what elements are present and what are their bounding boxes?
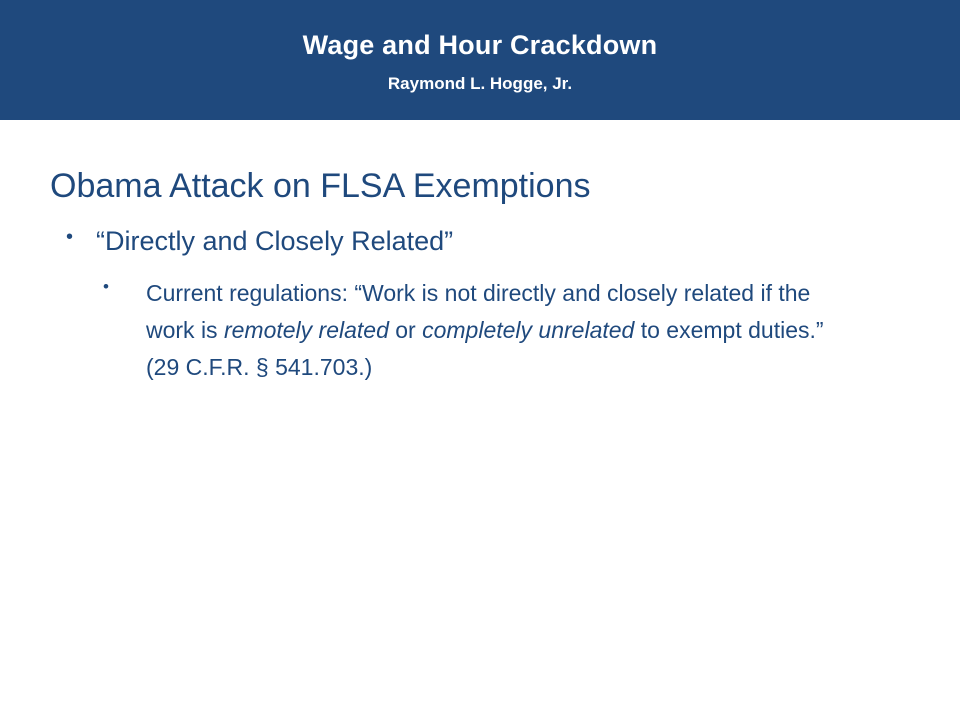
sub-bullet-text (146, 275, 846, 386)
slide-content (0, 120, 960, 720)
header-band (0, 0, 960, 120)
sub-bullet-text-part: or (388, 317, 423, 343)
sub-bullet-dot-icon: • (103, 277, 109, 296)
bullet-text: “Directly and Closely Related” (96, 226, 454, 256)
slide-heading: Obama Attack on FLSA Exemptions (50, 167, 591, 205)
header-subtitle: Raymond L. Hogge, Jr. (387, 74, 573, 93)
sub-bullet-italic-part: completely unrelated (422, 317, 635, 343)
header-title: Wage and Hour Crackdown (302, 30, 658, 60)
bullet-dot-icon: • (66, 226, 74, 248)
sub-bullet-text-part: to exempt duties.” (29 C.F.R. § 541.703.) (146, 317, 824, 380)
sub-bullet-italic-part: remotely related (223, 317, 389, 343)
sub-bullet-text-part: Current regulations: “Work is not directly and closely related if the work is (146, 280, 811, 343)
